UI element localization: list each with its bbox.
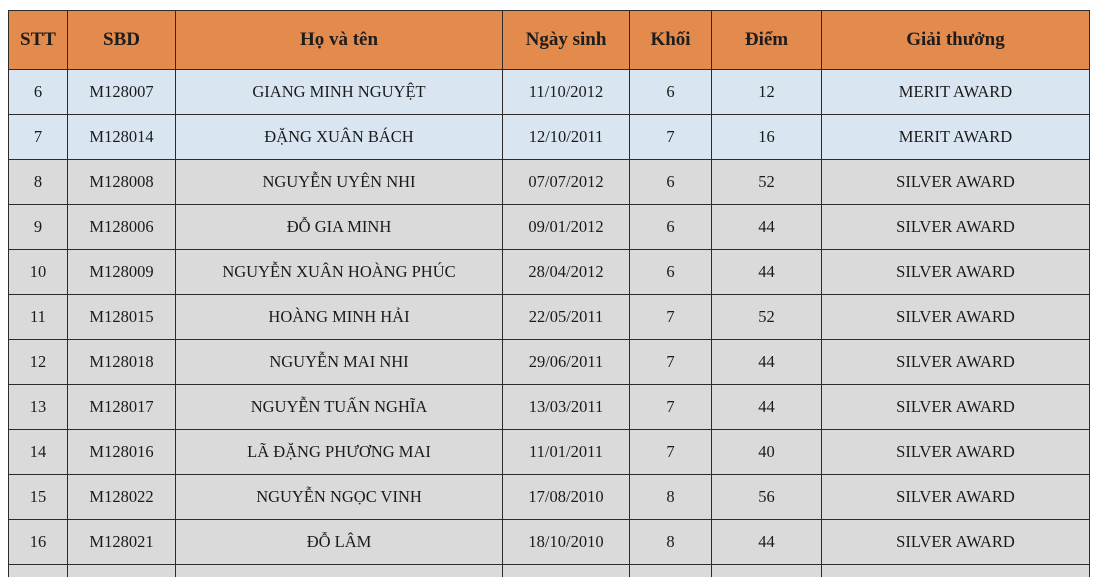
cell-score: 56 xyxy=(712,475,822,520)
cell-stt: 16 xyxy=(9,520,68,565)
cell-stt: 11 xyxy=(9,295,68,340)
cell-dob: 28/04/2012 xyxy=(503,250,630,295)
cell-award: SILVER AWARD xyxy=(822,520,1090,565)
cell-stt: 14 xyxy=(9,430,68,475)
cell-name: GIANG MINH NGUYỆT xyxy=(176,70,503,115)
cell-dob: 11/10/2012 xyxy=(503,70,630,115)
cell-stt: 8 xyxy=(9,160,68,205)
table-row xyxy=(9,340,1090,385)
table-body xyxy=(9,70,1090,577)
cell-sbd: M128015 xyxy=(68,295,176,340)
cell-award: SILVER AWARD xyxy=(822,160,1090,205)
cell-name: ĐỖ GIA MINH xyxy=(176,205,503,250)
cell-dob: 22/05/2011 xyxy=(503,295,630,340)
cell-award: MERIT AWARD xyxy=(822,115,1090,160)
cell-grade: 6 xyxy=(630,205,712,250)
cell-stt: 9 xyxy=(9,205,68,250)
table-row xyxy=(9,250,1090,295)
cell-score: 40 xyxy=(712,430,822,475)
cell-stt: 13 xyxy=(9,385,68,430)
table-row xyxy=(9,160,1090,205)
table-row xyxy=(9,430,1090,475)
cell-award: SILVER AWARD xyxy=(822,430,1090,475)
cell-award: SILVER AWARD xyxy=(822,250,1090,295)
cell-sbd: M128006 xyxy=(68,205,176,250)
partial-row xyxy=(9,565,1090,577)
header-grade: Khối xyxy=(630,11,712,70)
cell-score: 52 xyxy=(712,160,822,205)
cell-grade: 6 xyxy=(630,70,712,115)
cell-score: 16 xyxy=(712,115,822,160)
table-row xyxy=(9,520,1090,565)
cell-sbd: M128008 xyxy=(68,160,176,205)
cell-grade: 8 xyxy=(630,475,712,520)
cell-grade: 7 xyxy=(630,115,712,160)
header-name: Họ và tên xyxy=(176,11,503,70)
cell-sbd: M128017 xyxy=(68,385,176,430)
cell-score: 44 xyxy=(712,340,822,385)
cell-name: HOÀNG MINH HẢI xyxy=(176,295,503,340)
table-row xyxy=(9,385,1090,430)
cell-stt: 6 xyxy=(9,70,68,115)
cell-stt: 15 xyxy=(9,475,68,520)
cell-name: ĐẶNG XUÂN BÁCH xyxy=(176,115,503,160)
cell-stt: 12 xyxy=(9,340,68,385)
cell-dob: 17/08/2010 xyxy=(503,475,630,520)
cell-dob: 11/01/2011 xyxy=(503,430,630,475)
cell-award: SILVER AWARD xyxy=(822,475,1090,520)
cell-sbd: M128022 xyxy=(68,475,176,520)
cell-dob: 13/03/2011 xyxy=(503,385,630,430)
header-sbd: SBD xyxy=(68,11,176,70)
header-award: Giải thưởng xyxy=(822,11,1090,70)
cell-grade: 7 xyxy=(630,340,712,385)
cell-grade: 6 xyxy=(630,160,712,205)
table-row xyxy=(9,115,1090,160)
table-row xyxy=(9,205,1090,250)
cell-sbd: M128021 xyxy=(68,520,176,565)
cell-grade: 8 xyxy=(630,520,712,565)
cell-score: 12 xyxy=(712,70,822,115)
cell-sbd: M128007 xyxy=(68,70,176,115)
cell-score: 52 xyxy=(712,295,822,340)
cell-dob: 29/06/2011 xyxy=(503,340,630,385)
cell-award: MERIT AWARD xyxy=(822,70,1090,115)
cell-dob: 12/10/2011 xyxy=(503,115,630,160)
table-row xyxy=(9,295,1090,340)
cell-score: 44 xyxy=(712,520,822,565)
cell-name: LÃ ĐẶNG PHƯƠNG MAI xyxy=(176,430,503,475)
cell-award: SILVER AWARD xyxy=(822,295,1090,340)
header-row xyxy=(9,11,1090,70)
cell-score: 44 xyxy=(712,205,822,250)
table-row xyxy=(9,70,1090,115)
cell-name: NGUYỄN NGỌC VINH xyxy=(176,475,503,520)
awards-table xyxy=(8,10,1090,577)
cell-dob: 09/01/2012 xyxy=(503,205,630,250)
cell-name: NGUYỄN XUÂN HOÀNG PHÚC xyxy=(176,250,503,295)
header-stt: STT xyxy=(9,11,68,70)
cell-award: SILVER AWARD xyxy=(822,385,1090,430)
cell-name: NGUYỄN UYÊN NHI xyxy=(176,160,503,205)
cell-dob: 07/07/2012 xyxy=(503,160,630,205)
cell-award: SILVER AWARD xyxy=(822,340,1090,385)
cell-stt: 10 xyxy=(9,250,68,295)
cell-sbd: M128014 xyxy=(68,115,176,160)
cell-score: 44 xyxy=(712,385,822,430)
header-score: Điểm xyxy=(712,11,822,70)
cell-dob: 18/10/2010 xyxy=(503,520,630,565)
table-row xyxy=(9,475,1090,520)
cell-name: ĐỖ LÂM xyxy=(176,520,503,565)
cell-sbd: M128018 xyxy=(68,340,176,385)
cell-name: NGUYỄN MAI NHI xyxy=(176,340,503,385)
cell-name: NGUYỄN TUẤN NGHĨA xyxy=(176,385,503,430)
cell-grade: 7 xyxy=(630,385,712,430)
cell-sbd: M128009 xyxy=(68,250,176,295)
cell-grade: 7 xyxy=(630,430,712,475)
cell-grade: 7 xyxy=(630,295,712,340)
cell-stt: 7 xyxy=(9,115,68,160)
cell-score: 44 xyxy=(712,250,822,295)
cell-award: SILVER AWARD xyxy=(822,205,1090,250)
cell-grade: 6 xyxy=(630,250,712,295)
header-dob: Ngày sinh xyxy=(503,11,630,70)
cell-sbd: M128016 xyxy=(68,430,176,475)
